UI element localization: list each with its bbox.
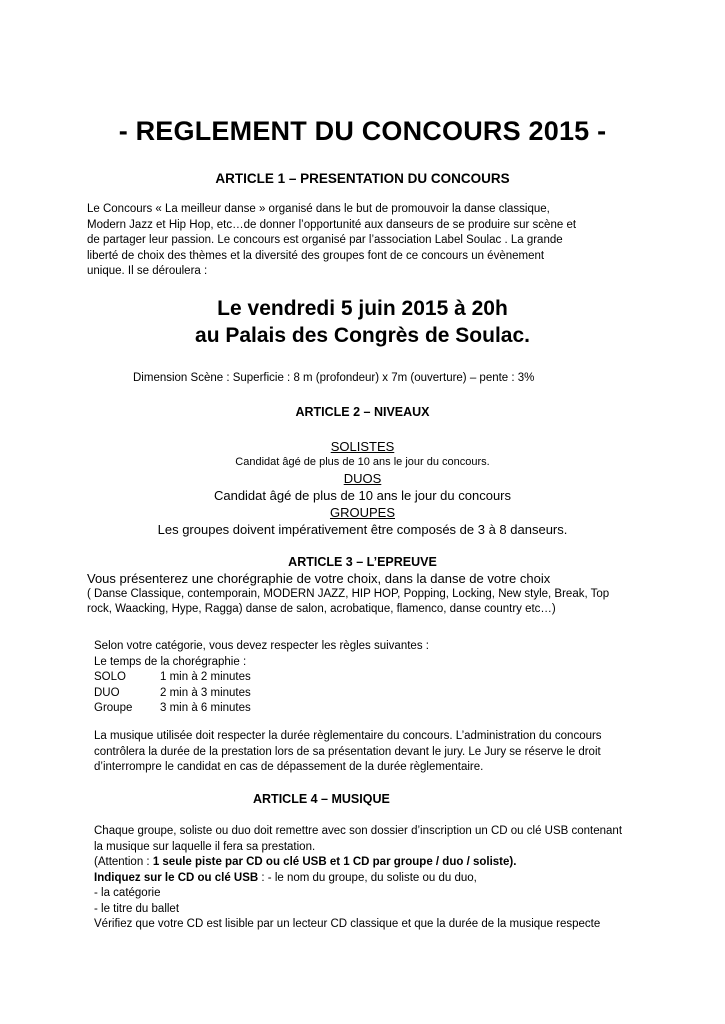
- time-duration: 3 min à 6 minutes: [160, 702, 251, 714]
- event-date: Le vendredi 5 juin 2015 à 20h: [217, 297, 508, 320]
- event-venue: au Palais des Congrès de Soulac.: [195, 324, 530, 347]
- article2-heading: ARTICLE 2 – NIVEAUX: [295, 405, 430, 419]
- list-item: - la catégorie: [94, 887, 161, 899]
- dance-styles: rock, Waacking, Hype, Ragga) danse de salon, acrobatique, flamenco, danse country etc…): [87, 603, 556, 615]
- solistes-text: Candidat âgé de plus de 10 ans le jour du concours.: [235, 456, 490, 468]
- article3-heading: ARTICLE 3 – L’EPREUVE: [288, 555, 437, 569]
- indiquez-line: [94, 871, 477, 887]
- dance-styles: ( Danse Classique, contemporain, MODERN JAZZ, HIP HOP, Popping, Locking, New style, Break, Top: [87, 588, 610, 600]
- article1-line: de partager leur passion. Le concours est organisé par l’association Label Soulac . La grande: [87, 234, 563, 246]
- time-category: Groupe: [94, 702, 133, 714]
- groupes-text: Les groupes doivent impérativement être composés de 3 à 8 danseurs.: [157, 522, 568, 537]
- time-duration: 1 min à 2 minutes: [160, 671, 251, 683]
- attention-line: [94, 855, 516, 871]
- duos-text: Candidat âgé de plus de 10 ans le jour du concours: [213, 488, 512, 503]
- list-item: - le titre du ballet: [94, 902, 180, 915]
- article1-line: liberté de choix des thèmes et la diversité des groupes font de ce concours un évènement: [87, 249, 545, 262]
- page-title: - REGLEMENT DU CONCOURS 2015 -: [118, 116, 607, 146]
- article1-line: Modern Jazz et Hip Hop, etc…de donner l’opportunité aux danseurs de se produire sur scène et: [87, 218, 577, 231]
- attention-prefix: (Attention :: [94, 856, 153, 868]
- time-duration: 2 min à 3 minutes: [160, 686, 251, 699]
- time-label: Le temps de la chorégraphie :: [94, 655, 247, 668]
- music-rule-line: La musique utilisée doit respecter la durée règlementaire du concours. L’administration du concours: [94, 730, 602, 742]
- time-category: DUO: [94, 686, 120, 699]
- article4-line: la musique sur laquelle il fera sa prestation.: [94, 840, 316, 853]
- time-category: SOLO: [94, 671, 126, 683]
- article4-line: Chaque groupe, soliste ou duo doit remettre avec son dossier d’inscription un CD ou clé USB contenant: [94, 825, 623, 837]
- music-rule-line: contrôlera la durée de la prestation lors de sa présentation devant le jury. Le Jury se réserve le droit: [94, 745, 601, 758]
- article1-line: unique. Il se déroulera :: [87, 265, 208, 277]
- article4-heading: ARTICLE 4 – MUSIQUE: [253, 792, 390, 806]
- duos-label: DUOS: [343, 471, 382, 486]
- stage-dimensions: Dimension Scène : Superficie : 8 m (profondeur) x 7m (ouverture) – pente : 3%: [133, 372, 535, 384]
- indiquez-bold: Indiquez sur le CD ou clé USB: [94, 871, 259, 884]
- article1-line: Le Concours « La meilleur danse » organisé dans le but de promouvoir la danse classique,: [87, 203, 550, 215]
- rules-intro: Selon votre catégorie, vous devez respecter les règles suivantes :: [94, 640, 429, 652]
- solistes-label: SOLISTES: [330, 439, 395, 454]
- article3-intro: Vous présenterez une chorégraphie de votre choix, dans la danse de votre choix: [87, 571, 551, 586]
- verify-line: Vérifiez que votre CD est lisible par un lecteur CD classique et que la durée de la musique respecte: [94, 918, 601, 930]
- attention-bold: 1 seule piste par CD ou clé USB et 1 CD par groupe / duo / soliste).: [152, 856, 517, 868]
- music-rule-line: d’interrompre le candidat en cas de dépassement de la durée règlementaire.: [94, 761, 484, 773]
- article1-heading: ARTICLE 1 – PRESENTATION DU CONCOURS: [215, 171, 510, 186]
- groupes-label: GROUPES: [329, 505, 395, 520]
- indiquez-rest: : - le nom du groupe, du soliste ou du duo,: [258, 871, 477, 884]
